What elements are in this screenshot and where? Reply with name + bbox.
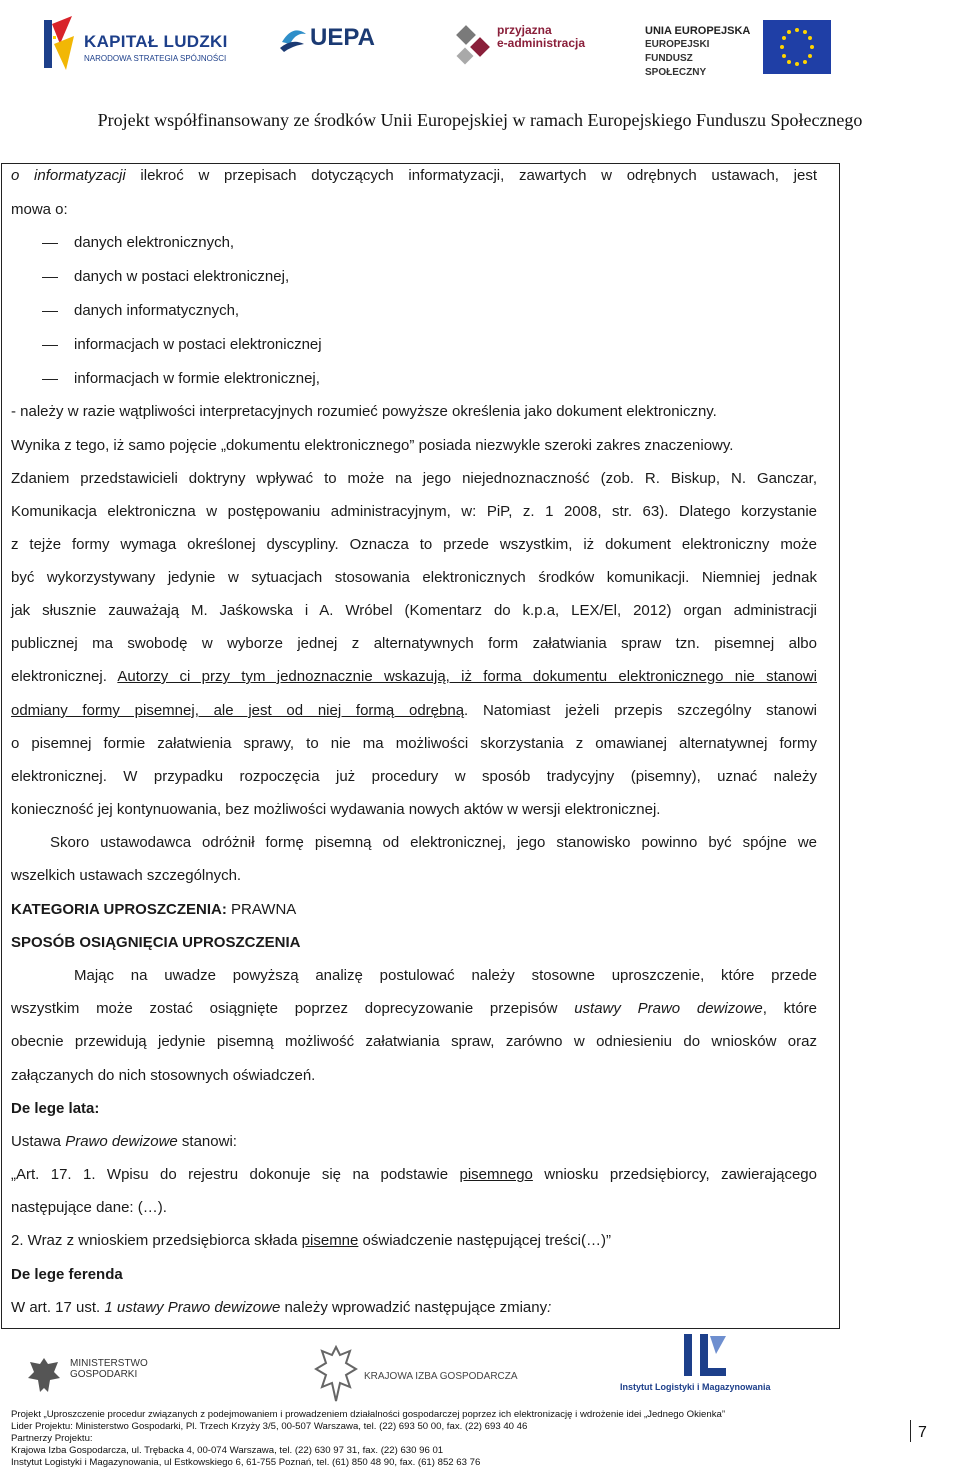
przyjazna-e-administracja-logo	[455, 22, 586, 72]
underlined-text: pisemne	[301, 1232, 359, 1249]
underlined-text: pisemnego	[459, 1166, 533, 1183]
paragraph-line: być wykorzystywany jedynie w sytuacjach stosowania elektronicznych środków komunikacji. Niemniej jednak	[11, 569, 817, 586]
paragraph-line	[11, 1132, 237, 1152]
footer-line: Partnerzy Projektu:	[11, 1433, 93, 1444]
footer-line: Instytut Logistyki i Magazynowania, ul Estkowskiego 6, 61-755 Poznań, tel. (61) 850 48 90, fax. (61) 852 63 76	[11, 1457, 481, 1468]
text-span: wszystkim może zostać osiągnięte poprzez doprecyzowanie przepisów	[11, 1000, 575, 1017]
list-dash-icon	[42, 379, 58, 380]
text-span: „Art. 17. 1. Wpisu do rejestru dokonuje się na podstawie	[11, 1166, 460, 1183]
paragraph-line	[11, 1231, 611, 1251]
ilim-logo	[616, 1330, 776, 1410]
kig-text: KRAJOWA IZBA GOSPODARCZA	[364, 1371, 518, 1382]
text-span: . Natomiast jeżeli przepis szczególny stanowi	[464, 702, 817, 719]
paragraph-line: obecnie przewidują jedynie pisemną możliwość załatwiania spraw, zarówno w odniesieniu do wniosków oraz	[11, 1033, 817, 1050]
krajowa-izba-gospodarcza-logo	[312, 1345, 532, 1405]
unia-europejska-logo	[645, 20, 835, 76]
paragraph-line	[11, 166, 817, 186]
paragraph-line: wszelkich ustawach szczególnych.	[11, 867, 242, 884]
kapital-ludzki-emblem-icon	[40, 14, 76, 74]
footer-logos	[0, 1345, 960, 1405]
list-dash-icon	[42, 277, 58, 278]
paragraph-line	[11, 999, 817, 1019]
project-cofinancing-title: Projekt współfinansowany ze środków Unii Europejskiej w ramach Europejskiego Funduszu Społecznego	[97, 110, 863, 130]
simplification-category	[11, 900, 296, 920]
de-lege-lata-heading	[11, 1099, 99, 1119]
paragraph-line: elektronicznej. W przypadku rozpoczęcia już procedury w sposób tradycyjny (pisemny), uznać należy	[11, 768, 817, 785]
paragraph-line: Skoro ustawodawca odróżnił formę pisemną od elektronicznej, jego stanowisko powinno być spójne we	[50, 834, 817, 851]
eu-flag-icon	[763, 20, 831, 74]
de-lege-ferenda-heading	[11, 1265, 123, 1285]
bold-heading: De lege ferenda	[11, 1266, 123, 1283]
ue-title: UNIA EUROPEJSKA	[645, 25, 751, 37]
przyjazna-line2: e-administracja	[497, 36, 586, 50]
paragraph-line: Zdaniem przedstawicieli doktryny wpływać to może na jego niejednoznaczność (zob. R. Biskup, N. Ganczar,	[11, 470, 817, 487]
underlined-text: Autorzy ci przy tym jednoznacznie wskazują, iż forma dokumentu elektronicznego nie stanowi	[117, 668, 817, 685]
bold-label: KATEGORIA UPROSZCZENIA:	[11, 901, 227, 918]
paragraph-line: konieczność jej kontynuowania, bez możliwości wydawania nowych aktów w wersji elektronicznej.	[11, 801, 661, 818]
uepa-logo	[278, 20, 378, 68]
footer-line: Projekt „Uproszczenie procedur związanych z podejmowaniem i prowadzeniem działalności gospodarczej poprzez ich elektronizację i wdrożenie idei „Jednego Okienka”	[11, 1409, 726, 1420]
paragraph-line	[11, 667, 817, 687]
przyjazna-line1: przyjazna	[497, 23, 552, 37]
text-span: należy wprowadzić następujące zmiany	[280, 1299, 548, 1316]
uepa-title: UEPA	[310, 24, 375, 51]
przyjazna-text	[497, 24, 585, 50]
underlined-text: odmiany formy pisemnej, ale jest od niej formą odrębną	[11, 702, 465, 719]
footer-line: Lider Projektu: Ministerstwo Gospodarki, Pl. Trzech Krzyży 3/5, 00-507 Warszawa, tel. (22) 693 50 00, fax. (22) 693 40 46	[11, 1421, 528, 1432]
italic-text: Prawo dewizowe	[65, 1133, 178, 1150]
list-item: informacjach w postaci elektronicznej	[74, 336, 322, 353]
italic-text: ustawy Prawo dewizowe	[574, 1000, 763, 1017]
text-span: ilekroć w przepisach dotyczących informatyzacji, zawartych w odrębnych ustawach, jest	[125, 167, 818, 184]
paragraph-line: o pisemnej formie załatwienia sprawy, to nie ma możliwości skorzystania z omawianej alternatywnej formy	[11, 735, 817, 752]
category-value: PRAWNA	[226, 901, 297, 918]
paragraph-line: Komunikacja elektroniczna w postępowaniu administracyjnym, w: PiP, z. 1 2008, str. 63). Dlatego korzystanie	[11, 503, 817, 520]
section-heading	[11, 933, 300, 953]
text-span: oświadczenie następującej treści(…)”	[358, 1232, 611, 1249]
uepa-emblem-icon	[278, 24, 308, 54]
paragraph-line: mowa o:	[11, 201, 68, 218]
eagle-emblem-icon	[24, 1354, 64, 1398]
kig-emblem-icon	[312, 1345, 360, 1403]
paragraph-line: Mając na uwadze powyższą analizę postulować należy stosowne uproszczenie, które przede	[74, 967, 817, 984]
text-span: W art. 17 ust.	[11, 1299, 105, 1316]
footer-line: Krajowa Izba Gospodarcza, ul. Trębacka 4, 00-074 Warszawa, tel. (22) 630 97 31, fax. (22) 630 96 01	[11, 1445, 444, 1456]
page-number: 7	[918, 1424, 927, 1441]
paragraph-line: publicznej ma swobodę w wyborze jednej z alternatywnych form załatwiania spraw tzn. pisemnej albo	[11, 635, 817, 652]
list-dash-icon	[42, 345, 58, 346]
kapital-ludzki-logo	[40, 14, 228, 78]
italic-text: :	[547, 1299, 552, 1316]
paragraph-line	[11, 701, 817, 721]
list-item: danych elektronicznych,	[74, 234, 235, 251]
text-span: 2. Wraz z wnioskiem przedsiębiorca składa	[11, 1232, 302, 1249]
header-logos	[0, 0, 960, 100]
page-number-divider	[910, 1420, 911, 1442]
paragraph-line	[11, 1165, 817, 1185]
list-item: danych informatycznych,	[74, 302, 240, 319]
paragraph-line: z tejże formy wymaga określonej dyscypliny. Oznacza to przede wszystkim, iż dokument elektroniczny może	[11, 536, 817, 553]
list-dash-icon	[42, 311, 58, 312]
text-span: elektronicznej.	[11, 668, 118, 685]
paragraph-line: jak słusznie zauważają M. Jaśkowska i A. Wróbel (Komentarz do k.p.a, LEX/El, 2012) organ administracji	[11, 602, 817, 619]
paragraph-line: - należy w razie wątpliwości interpretacyjnych rozumieć powyższe określenia jako dokument elektroniczny.	[11, 403, 717, 420]
kapital-ludzki-subtitle: NARODOWA STRATEGIA SPÓJNOŚCI	[84, 54, 227, 63]
puzzle-icon	[455, 24, 495, 70]
ue-subtitle: EUROPEJSKI FUNDUSZ SPOŁECZNY	[645, 39, 710, 78]
ilim-emblem-icon	[676, 1330, 736, 1380]
italic-text: 1 ustawy Prawo dewizowe	[104, 1299, 281, 1316]
paragraph-line: następujące dane: (…).	[11, 1199, 167, 1216]
paragraph-line: załączanych do nich stosownych oświadczeń.	[11, 1067, 316, 1084]
paragraph-line: Wynika z tego, iż samo pojęcie „dokumentu elektronicznego” posiada niezwykle szeroki zakres znaczeniowy.	[11, 437, 734, 454]
text-span: wniosku przedsiębiorcy, zawierającego	[532, 1166, 817, 1183]
list-dash-icon	[42, 243, 58, 244]
list-item: danych w postaci elektronicznej,	[74, 268, 290, 285]
bold-heading: SPOSÓB OSIĄGNIĘCIA UPROSZCZENIA	[11, 934, 301, 951]
ministerstwo-gospodarki-text: MINISTERSTWO GOSPODARKI	[70, 1358, 148, 1380]
text-span: Ustawa	[11, 1133, 66, 1150]
kapital-ludzki-title: KAPITAŁ LUDZKI	[84, 32, 228, 51]
text-span: , które	[762, 1000, 818, 1017]
text-span: stanowi:	[177, 1133, 237, 1150]
paragraph-line	[11, 1298, 551, 1318]
list-item: informacjach w formie elektronicznej,	[74, 370, 320, 387]
italic-text: o informatyzacji	[11, 167, 126, 184]
ilim-text: Instytut Logistyki i Magazynowania	[620, 1382, 771, 1392]
bold-heading: De lege lata:	[11, 1100, 100, 1117]
ministerstwo-gospodarki-logo	[24, 1350, 164, 1400]
